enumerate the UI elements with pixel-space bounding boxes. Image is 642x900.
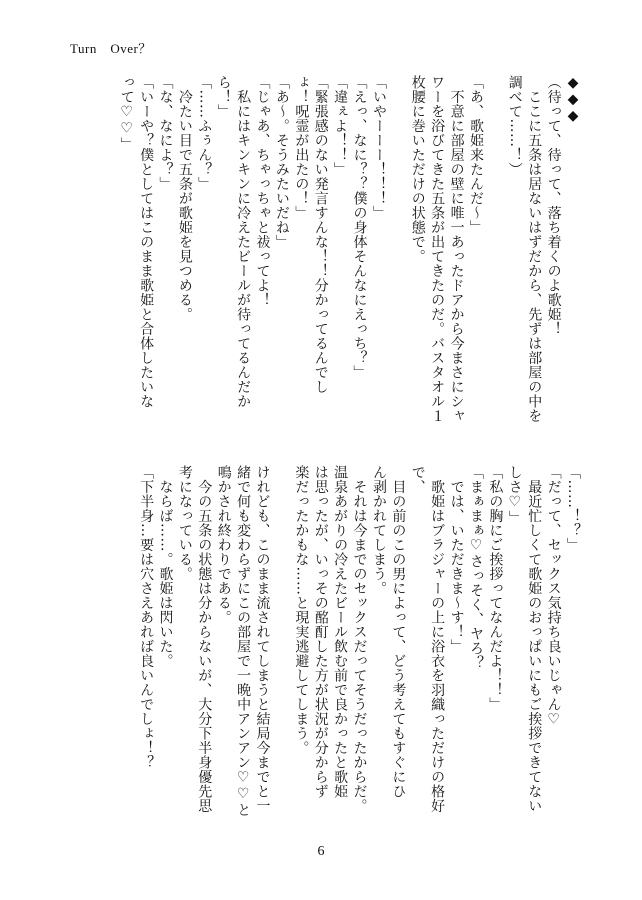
text-column: しさ♡」 xyxy=(506,465,523,525)
text-column: 「あ～。そうみたいだね」 xyxy=(273,75,290,249)
text-column: 鳴かされ終わりである。 xyxy=(215,465,232,625)
text-column: 目の前のこの男によって、どう考えてもすぐにひ xyxy=(390,465,407,799)
text-column: 緒で何も変わらずにこの部屋で一晩中アンアン♡♡と xyxy=(235,465,252,817)
running-header-title: Turn Over？ xyxy=(70,41,152,56)
text-column: 楽だったかもな……と現実逃避してしまう。 xyxy=(293,465,310,755)
text-column: 不意に部屋の壁に唯一あったドアから今まさにシャ xyxy=(448,75,465,423)
text-column: 温泉あがりの冷えたビール飲む前で良かったと歌姫 xyxy=(332,465,349,799)
text-column: 考になっている。 xyxy=(176,465,193,581)
text-column: って♡♡」 xyxy=(118,75,135,152)
text-column: ワーを浴びてきた五条が出てきたのだ。バスタオル１ xyxy=(429,75,446,423)
text-column: 「……ふぅん？」 xyxy=(196,75,213,191)
text-column: 歌姫はブラジャーの上に浴衣を羽織っただけの格好 xyxy=(429,465,446,813)
text-column: ここに五条は居ないはずだから、先ずは部屋の中を xyxy=(526,75,543,423)
text-column: 最近忙しくて歌姫のおっぱいにもご挨拶できてない xyxy=(526,465,543,813)
text-column: 今の五条の状態は分からないが、大分下半身優先思 xyxy=(196,465,213,813)
text-column: 「下半身…要は穴さえあれば良いんでしょ！？ xyxy=(138,465,155,770)
text-column: 「緊張感のない発言すんな！！分かってるんでし xyxy=(312,75,329,394)
text-column: ならば……。歌姫は閃いた。 xyxy=(157,465,174,668)
text-column: 冷たい目で五条が歌姫を見つめる。 xyxy=(176,75,193,322)
text-column: （待って、待って、落ち着くのよ歌姫！ xyxy=(545,75,562,336)
text-column: は思ったが、いっその酩酊した方が状況が分からず xyxy=(312,465,329,799)
text-column: 私にはキンキンに冷えたビールが待ってるんだか xyxy=(235,75,252,409)
text-column xyxy=(272,465,291,835)
text-column: ょ！呪霊が出たの！」 xyxy=(293,75,310,220)
text-column: 「あ、歌姫来たんだ～」 xyxy=(467,75,484,235)
text-column: けれども、このまま流されてしまうと結局今までと一 xyxy=(254,465,271,813)
text-column: 「違ぇよ！！」 xyxy=(332,75,349,177)
text-column: 「私の胸にご挨拶ってなんだよ！！」 xyxy=(487,465,504,712)
text-column: それは今までのセックスだってそうだったからだ。 xyxy=(351,465,368,813)
text-column: 「えっ、なに？？僕の身体そんなにえっち？」 xyxy=(351,75,368,380)
text-column: で、 xyxy=(409,465,426,494)
text-column: 「じゃあ、ちゃっちゃと祓ってよ！ xyxy=(254,75,271,307)
text-column: ん剥かれてしまう。 xyxy=(370,465,387,596)
text-column xyxy=(388,75,407,445)
text-column: 調べて……！） xyxy=(506,75,523,177)
text-column: 「……！？」 xyxy=(565,465,581,552)
text-column: 「いーや？僕としてはこのまま歌姫と合体したいな xyxy=(138,75,155,409)
text-column: 「だって、セックス気持ち良いじゃん♡ xyxy=(545,465,562,728)
text-column: 「な、なによ？」 xyxy=(157,75,174,191)
text-column xyxy=(485,75,504,445)
text-column: 枚腰に巻いただけの状態で。 xyxy=(409,75,426,264)
lower-text-block xyxy=(136,465,582,835)
text-column: では、いただきま～す！」 xyxy=(448,465,465,654)
text-column: ら！」 xyxy=(215,75,232,119)
upper-text-block xyxy=(116,75,582,445)
text-column: ◆◆◆ xyxy=(565,75,581,125)
text-column: 「まぁまぁ♡さっそく、ヤろ？ xyxy=(467,465,484,670)
text-column: 「いやーーー！！！」 xyxy=(370,75,387,220)
page-number: 6 xyxy=(317,844,325,859)
